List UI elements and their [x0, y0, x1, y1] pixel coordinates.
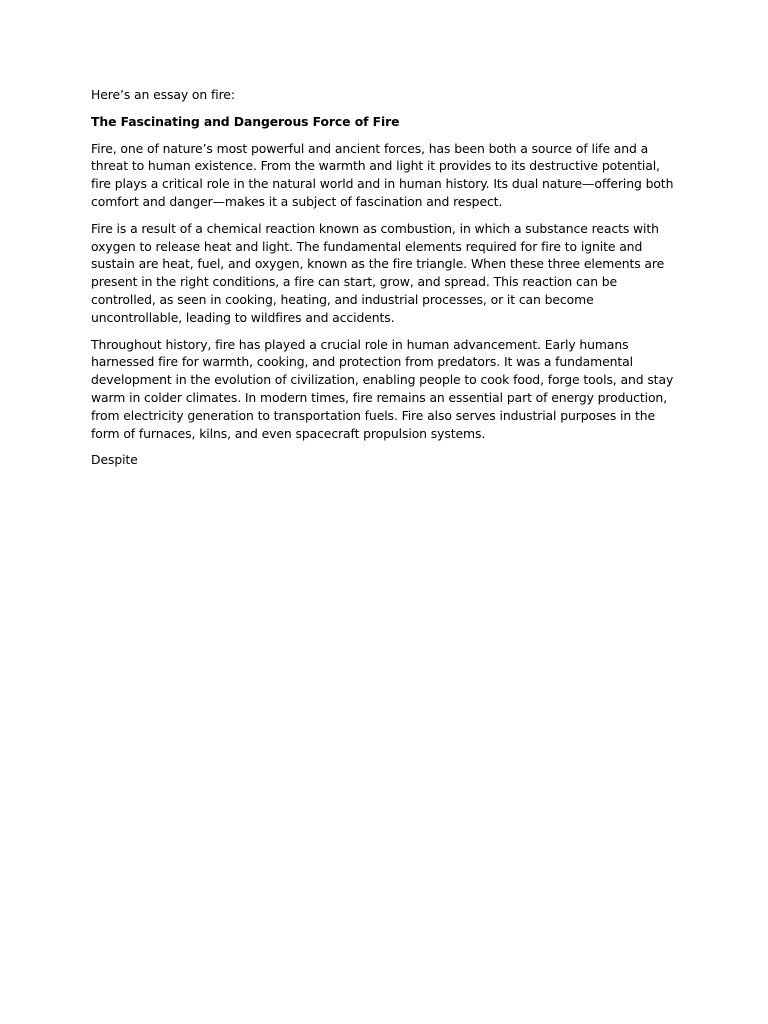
paragraph-2: Fire is a result of a chemical reaction known as combustion, in which a substance reacts with oxygen to release heat and light. The fundamental elements required for fire to ignite and sustain are heat, fuel, and oxygen, known as the fire triangle. When these three elements are present in the right conditions, a fire can start, grow, and spread. This reaction can be controlled, as seen in cooking, heating, and industrial processes, or it can become uncontrollable, leading to wildfires and accidents. [91, 220, 665, 325]
document-page [91, 86, 683, 478]
paragraph-1: Fire, one of nature’s most powerful and ancient forces, has been both a source of life and a threat to human existence. From the warmth and light it provides to its destructive potential, fire plays a critical role in the natural world and in human history. Its dual nature—offering both comfort and danger—makes it a subject of fascination and respect. [91, 140, 674, 209]
essay-title: The Fascinating and Dangerous Force of Fire [91, 113, 400, 129]
intro-line: Here’s an essay on fire: [91, 87, 235, 102]
paragraph-4: Despite [91, 452, 138, 468]
paragraph-3: Throughout history, fire has played a crucial role in human advancement. Early humans harnessed fire for warmth, cooking, and protection from predators. It was a fundamental development in the evolution of civilization, enabling people to cook food, forge tools, and stay warm in colder climates. In modern times, fire remains an essential part of energy production, from electricity generation to transportation fuels. Fire also serves industrial purposes in the form of furnaces, kilns, and even spacecraft propulsion systems. [91, 336, 674, 441]
